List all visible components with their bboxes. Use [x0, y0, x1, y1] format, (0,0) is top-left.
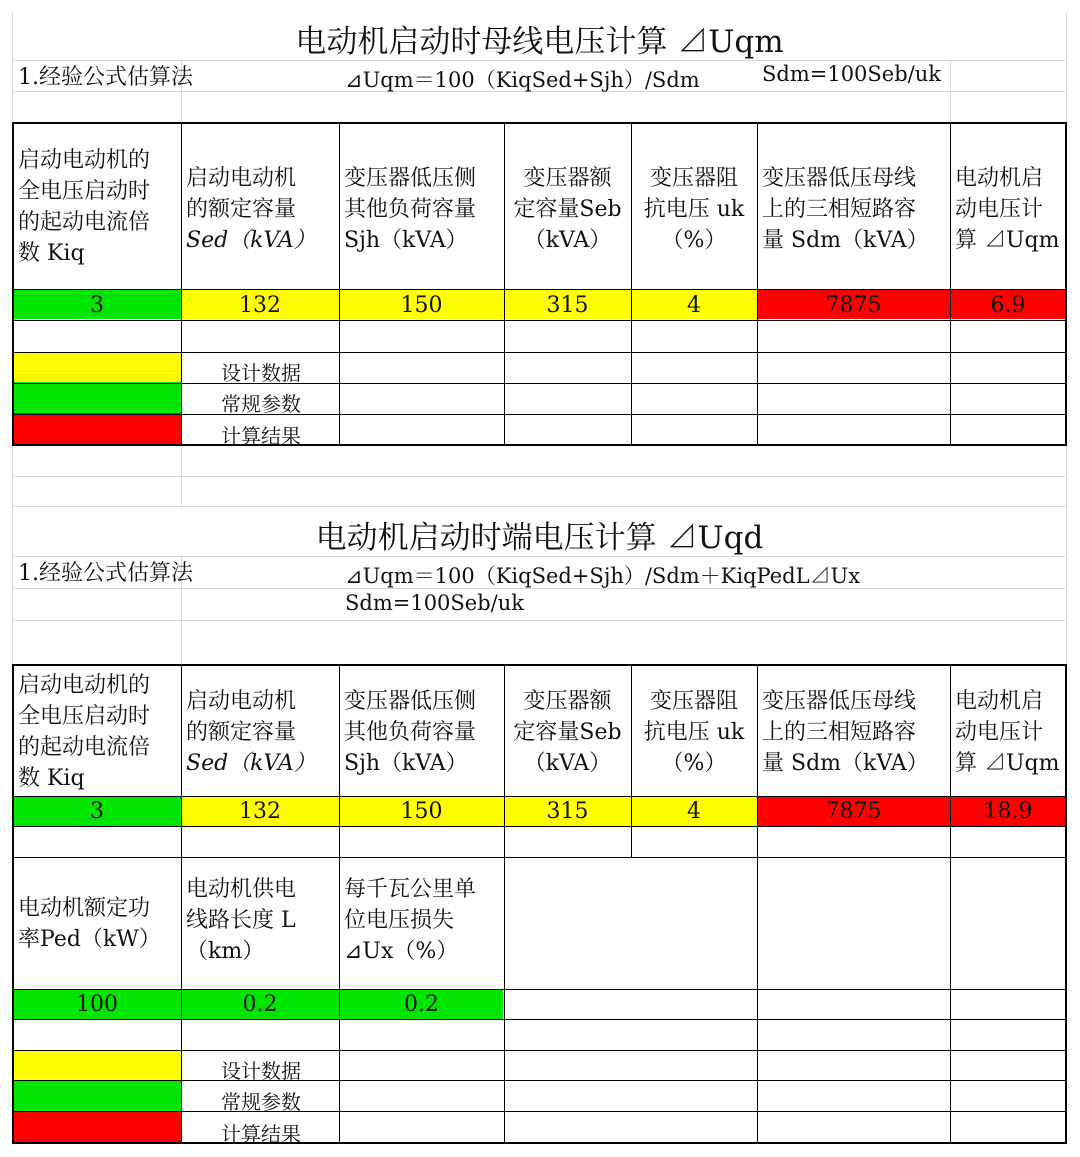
row-line — [14, 857, 1065, 858]
value-sed: 132 — [239, 293, 281, 318]
value-seb: 315 — [546, 799, 589, 824]
row-line — [14, 320, 1065, 321]
row-line — [14, 352, 1065, 353]
section1-title: 电动机启动时母线电压计算 ⊿Uqm — [295, 24, 784, 60]
header-duqm: 电动机启 动电压计 算 ⊿Uqm — [955, 166, 1060, 253]
section1-formula-sdm: Sdm=100Seb/uk — [762, 62, 942, 86]
header-sjh: 变压器低压侧 其他负荷容量 Sjh（kVA） — [344, 689, 477, 776]
value-duqm: 18.9 — [983, 799, 1033, 824]
header-sed-unit: Sed（kVA） — [186, 751, 316, 776]
header-kiq: 启动电动机的 全电压启动时 的起动电流倍 数 Kiq — [18, 148, 151, 266]
value-sdm: 7875 — [825, 293, 882, 318]
value-ped: 100 — [76, 992, 118, 1017]
section2-formula: ⊿Uqm＝100（KiqSed+Sjh）/Sdm＋KiqPedL⊿Ux — [345, 564, 861, 588]
legend-design-data: 设计数据 — [221, 1059, 301, 1083]
value-line-length: 0.2 — [242, 992, 278, 1017]
header-uk: 变压器阻 抗电压 uk （%） — [643, 689, 745, 776]
header-sdm: 变压器低压母线 上的三相短路容 量 Sdm（kVA） — [762, 166, 929, 253]
legend-calc-result: 计算结果 — [221, 1122, 301, 1146]
header-seb: 变压器额 定容量Seb （kVA） — [513, 166, 622, 253]
section1-formula: ⊿Uqm＝100（KiqSed+Sjh）/Sdm — [345, 68, 700, 92]
header-kiq: 启动电动机的 全电压启动时 的起动电流倍 数 Kiq — [18, 673, 151, 791]
header-seb: 变压器额 定容量Seb （kVA） — [513, 689, 622, 776]
value-seb: 315 — [546, 293, 589, 318]
section2-title: 电动机启动时端电压计算 ⊿Uqd — [315, 520, 764, 556]
gridline — [12, 506, 1067, 507]
header-uk: 变压器阻 抗电压 uk （%） — [643, 166, 745, 253]
value-kiq: 3 — [90, 293, 104, 318]
section1-method: 1.经验公式估算法 — [18, 65, 193, 90]
row-line — [14, 1050, 1065, 1051]
header-ped: 电动机额定功 率Ped（kW） — [18, 896, 161, 952]
header-sjh: 变压器低压侧 其他负荷容量 Sjh（kVA） — [344, 166, 477, 253]
header-line-length: 电动机供电 线路长度 L （km） — [186, 877, 297, 964]
value-duqm: 6.9 — [990, 293, 1026, 318]
row-line — [14, 826, 1065, 827]
value-sjh: 150 — [400, 799, 443, 824]
value-kiq: 3 — [90, 799, 104, 824]
header-sdm: 变压器低压母线 上的三相短路容 量 Sdm（kVA） — [762, 689, 929, 776]
row-line — [14, 383, 1065, 384]
header-dux: 每千瓦公里单 位电压损失 ⊿Ux（%） — [344, 877, 477, 964]
row-line — [14, 414, 1065, 415]
legend-design-data: 设计数据 — [221, 361, 301, 385]
legend-calc-result: 计算结果 — [221, 424, 301, 448]
header-sed-unit: Sed（kVA） — [186, 228, 316, 253]
value-uk: 4 — [687, 799, 701, 824]
value-uk: 4 — [687, 293, 701, 318]
row-line — [14, 1111, 1065, 1112]
header-sed: 启动电动机 的额定容量 — [186, 689, 297, 745]
value-sed: 132 — [239, 799, 281, 824]
gridline — [12, 476, 1067, 477]
legend-conventional-params: 常规参数 — [221, 392, 301, 416]
section2-method: 1.经验公式估算法 — [18, 561, 193, 586]
row-line — [14, 796, 1065, 797]
header-duqm: 电动机启 动电压计 算 ⊿Uqm — [955, 689, 1060, 776]
value-dux: 0.2 — [404, 992, 439, 1017]
header-sed: 启动电动机 的额定容量 — [186, 166, 297, 222]
row-line — [14, 1019, 1065, 1020]
gridline — [12, 620, 1067, 621]
value-sdm: 7875 — [825, 799, 882, 824]
row-line — [14, 989, 1065, 990]
row-line — [14, 289, 1065, 290]
legend-conventional-params: 常规参数 — [221, 1090, 301, 1114]
value-sjh: 150 — [400, 293, 443, 318]
row-line — [14, 1080, 1065, 1081]
section2-formula-sdm: Sdm=100Seb/uk — [345, 591, 525, 615]
